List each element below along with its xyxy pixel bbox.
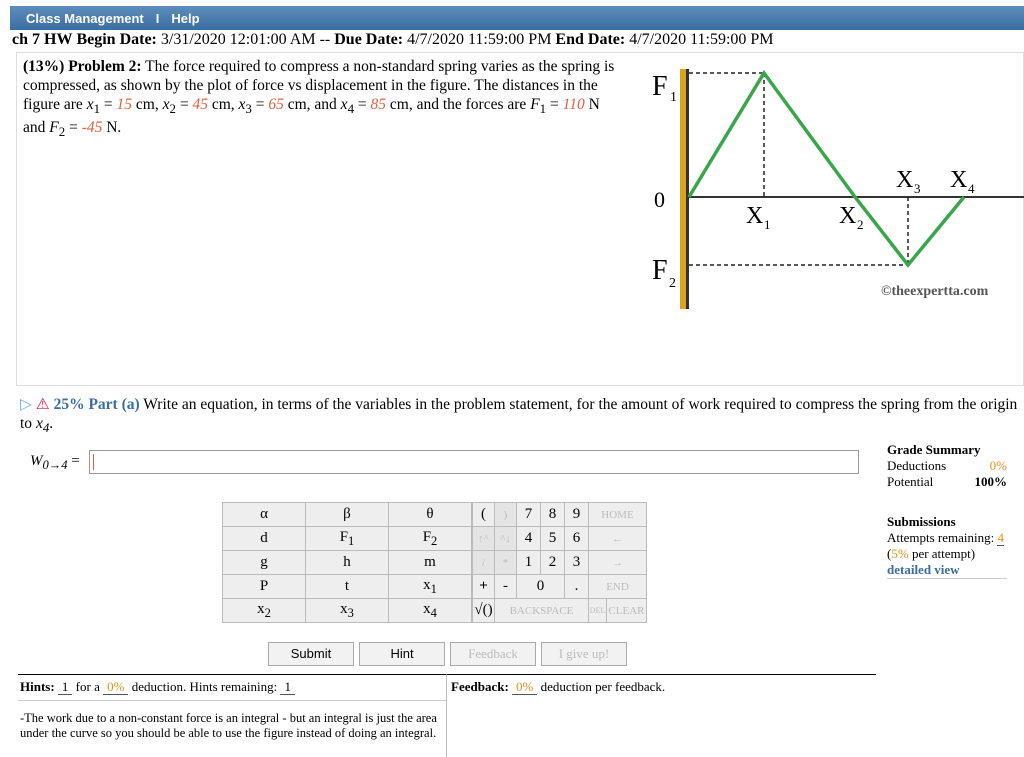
key-6[interactable]: 6 [565, 527, 589, 551]
problem-panel [16, 52, 1024, 386]
top-menu-bar [10, 6, 1024, 30]
key-0[interactable]: 0 [517, 575, 565, 599]
f2-value: -45 [81, 119, 103, 137]
deductions-value: 0% [989, 458, 1007, 473]
begin-label: Begin Date: [76, 31, 157, 48]
key-x4[interactable]: $x_4$ [389, 599, 472, 623]
per-attempt-row: (5% per attempt) [887, 546, 976, 561]
key-alpha[interactable]: α [223, 503, 306, 527]
hints-count: 1 [58, 679, 73, 695]
feedback-pct: 0% [512, 679, 537, 695]
part-a-prompt: ▷ ⚠ 25% Part (a) Write an equation, in terms of the variables in the problem statement, for the amount of work required to compress the spring from the origin to $x_4$. [20, 396, 1018, 436]
answer-label [30, 453, 80, 473]
hints-for-a: for a [75, 679, 100, 694]
detailed-view-link[interactable]: detailed view [887, 562, 1007, 579]
key-slash[interactable]: / [473, 551, 495, 575]
feedback-header [447, 675, 876, 699]
hint-text: -The work due to a non-constant force is an integral - but an integral is just the area under the curve so you should be able to use the figure instead of doing an integral. [20, 711, 437, 740]
class-management-link[interactable]: Class Management [26, 10, 144, 26]
part-percent: 25% [53, 396, 85, 413]
assignment-name: ch 7 HW [12, 31, 73, 48]
help-link[interactable]: Help [171, 10, 200, 26]
wall-edge [686, 69, 689, 309]
x1-value: 15 [116, 96, 133, 113]
begin-value: 3/31/2020 12:01:00 AM -- [160, 31, 331, 48]
feedback-button[interactable]: Feedback [450, 642, 536, 666]
key-8[interactable]: 8 [541, 503, 565, 527]
give-up-button[interactable]: I give up! [541, 642, 627, 666]
problem-statement: (13%) Problem 2: The force required to compress a non-standard spring varies as the spring is compressed, as shown by the plot of force vs displacement in the figure. The distances in the figure are $x_1 = 15$ cm, $x_2 = 45$ cm, $x_3 = 65$ cm, and $x_4 = 85$ cm, and the forces are $F_1 = 110$ N and $F_2 = -45$ N. [23, 58, 615, 140]
text-caret [93, 454, 94, 470]
key-sqrt[interactable]: √() [473, 599, 495, 623]
grade-title: Grade Summary [887, 442, 981, 457]
x4-label: X [950, 167, 968, 193]
feedback-panel [446, 674, 876, 757]
potential-label: Potential [887, 474, 934, 489]
key-9[interactable]: 9 [565, 503, 589, 527]
answer-sub: 0→4 [42, 458, 68, 472]
key-f2[interactable]: $F_2$ [389, 527, 472, 551]
deductions-label: Deductions [887, 458, 947, 473]
hints-label: Hints: [20, 679, 55, 694]
variable-keypad [222, 502, 472, 623]
problem-weight: (13%) [23, 58, 65, 75]
key-t[interactable]: t [306, 575, 389, 599]
answer-input[interactable] [89, 450, 859, 474]
key-plus[interactable]: + [473, 575, 495, 599]
x3-label: X [896, 167, 914, 193]
problem-text: The force required to compress a non-standard spring varies as the spring is compressed, as shown by the plot of force vs displacement in the figure. The distances in the figure are [23, 58, 615, 113]
hints-remaining: 1 [280, 679, 295, 695]
per-attempt-text: per attempt) [911, 546, 976, 561]
key-down[interactable]: ^↓ [495, 527, 517, 551]
key-theta[interactable]: θ [389, 503, 472, 527]
key-4[interactable]: 4 [517, 527, 541, 551]
force-displacement-figure [634, 59, 1024, 319]
key-close-paren[interactable]: ) [495, 503, 517, 527]
key-2[interactable]: 2 [541, 551, 565, 575]
key-x1[interactable]: $x_1$ [389, 575, 472, 599]
key-3[interactable]: 3 [565, 551, 589, 575]
end-value: 4/7/2020 11:59:00 PM [629, 31, 774, 48]
f2-sub: 2 [669, 276, 676, 291]
part-text: Write an equation, in terms of the variables in the problem statement, for the amount of work required to compress the spring from the origin to [20, 396, 1018, 432]
key-del[interactable]: DEL [589, 599, 607, 623]
key-end[interactable]: END [589, 575, 647, 599]
f2-label: F [652, 255, 668, 286]
x3-sub: 3 [914, 181, 921, 196]
x4-sub: 4 [968, 181, 975, 196]
f1-value: 110 [562, 96, 585, 113]
problem-title: Problem 2: [68, 58, 142, 75]
hints-pct: 0% [103, 679, 128, 695]
key-minus[interactable]: - [495, 575, 517, 599]
key-5[interactable]: 5 [541, 527, 565, 551]
key-d[interactable]: d [223, 527, 306, 551]
key-home[interactable]: HOME [589, 503, 647, 527]
end-label: End Date: [555, 31, 626, 48]
warning-icon: ⚠ [35, 396, 50, 413]
submit-button[interactable]: Submit [268, 642, 354, 666]
due-label: Due Date: [334, 31, 404, 48]
force-curve [689, 73, 964, 265]
attempts-value: 4 [997, 530, 1004, 545]
attempts-label: Attempts remaining: [887, 530, 995, 545]
key-x2[interactable]: $x_2$ [223, 599, 306, 623]
feedback-text: deduction per feedback. [540, 679, 666, 694]
key-g[interactable]: g [223, 551, 306, 575]
hints-header [18, 675, 446, 701]
zero-label: 0 [654, 187, 665, 212]
play-icon[interactable]: ▷ [20, 396, 32, 413]
hints-deduction: deduction. Hints remaining: [131, 679, 278, 694]
f1-sub: 1 [670, 90, 677, 105]
hints-panel [18, 674, 446, 757]
f1-label: F [652, 71, 668, 102]
grade-summary [887, 442, 1007, 579]
key-left[interactable]: ← [589, 527, 647, 551]
feedback-label: Feedback: [451, 679, 509, 694]
potential-value: 100% [974, 474, 1007, 489]
key-7[interactable]: 7 [517, 503, 541, 527]
part-label: Part (a) [88, 396, 140, 413]
key-h[interactable]: h [306, 551, 389, 575]
key-beta[interactable]: β [306, 503, 389, 527]
number-keypad [472, 502, 647, 623]
key-up[interactable]: ↑^ [473, 527, 495, 551]
attempts-row [887, 530, 1007, 546]
hint-button[interactable]: Hint [359, 642, 445, 666]
key-dot[interactable]: . [565, 575, 589, 599]
x1-label: X [746, 203, 764, 229]
copyright-text: ©theexpertta.com [881, 284, 989, 299]
x1-sub: 1 [764, 217, 771, 232]
x3-value: 65 [268, 96, 284, 113]
key-right[interactable]: → [589, 551, 647, 575]
menu-separator: I [155, 10, 160, 26]
answer-equals: = [71, 453, 80, 469]
x2-label: X [839, 203, 857, 229]
key-p[interactable]: P [223, 575, 306, 599]
x2-sub: 2 [857, 217, 864, 232]
due-value: 4/7/2020 11:59:00 PM [407, 31, 552, 48]
key-x3[interactable]: $x_3$ [306, 599, 389, 623]
key-clear[interactable]: CLEAR [606, 599, 646, 623]
per-attempt-pct: 5% [891, 546, 909, 561]
key-star[interactable]: * [495, 551, 517, 575]
x2-value: 45 [192, 96, 208, 113]
assignment-header [12, 31, 774, 49]
key-backspace[interactable]: BACKSPACE [495, 599, 589, 623]
key-open-paren[interactable]: ( [473, 503, 495, 527]
answer-w: W [30, 453, 43, 469]
key-m[interactable]: m [389, 551, 472, 575]
key-f1[interactable]: $F_1$ [306, 527, 389, 551]
key-1[interactable]: 1 [517, 551, 541, 575]
x4-value: 85 [370, 96, 387, 113]
submissions-title: Submissions [887, 514, 956, 529]
